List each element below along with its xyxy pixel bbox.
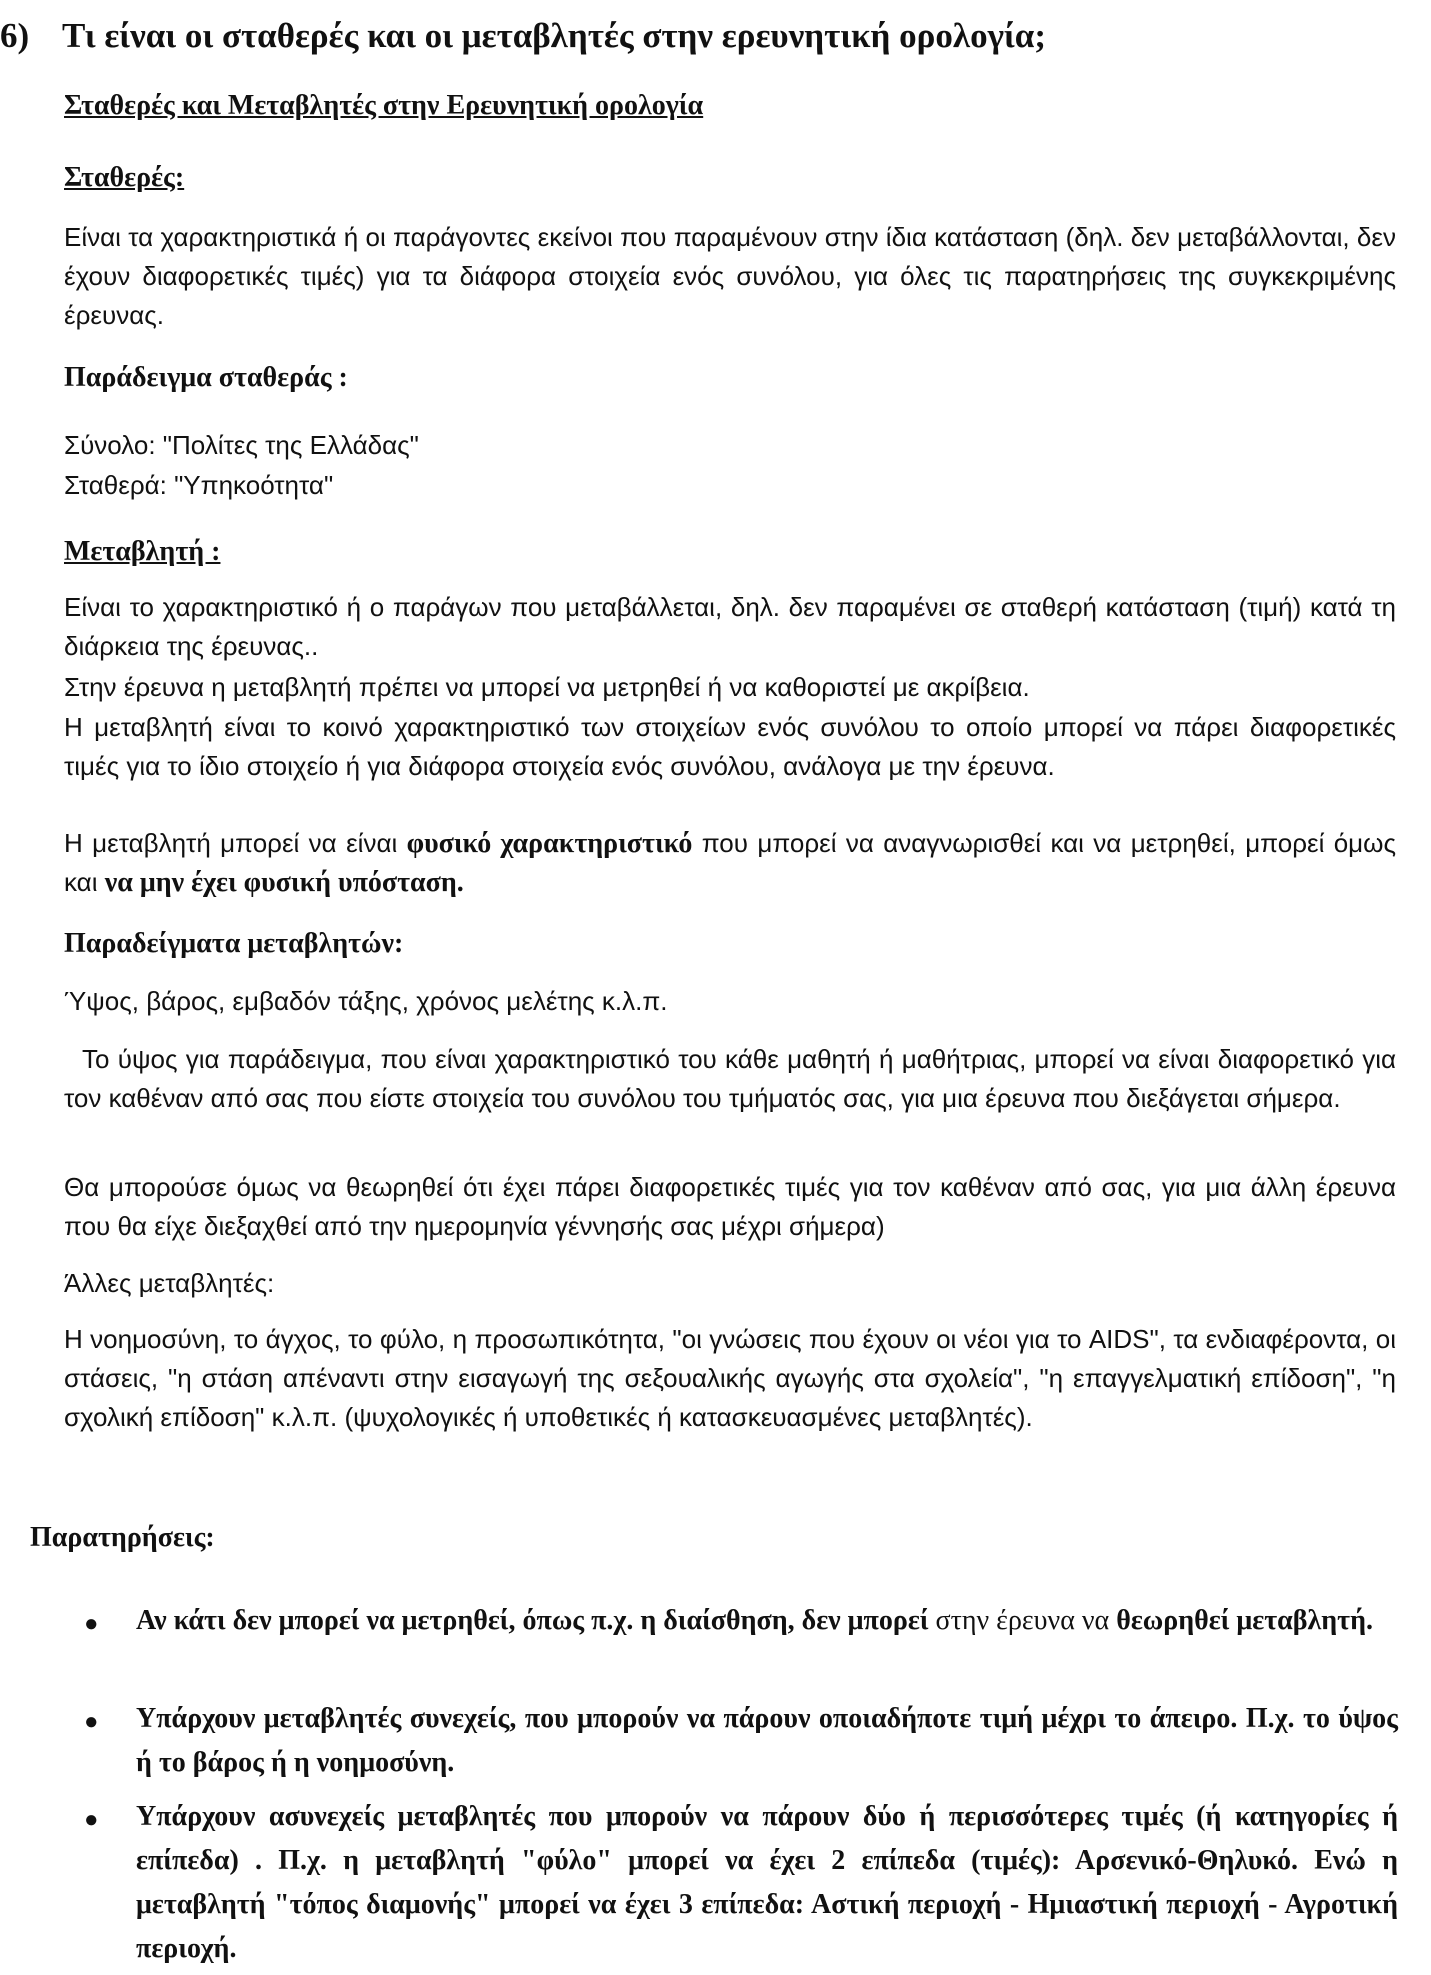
variable-paragraph-1: Είναι το χαρακτηριστικό ή ο παράγων που μεταβάλλεται, δηλ. δεν παραμένει σε σταθερή κατάσταση (τιμή) κατά τη διάρκεια της έρευνας.. xyxy=(64,592,1396,661)
variable-examples-label: Παραδείγματα μεταβλητών: xyxy=(64,928,404,959)
variable-examples-list: Ύψος, βάρος, εμβαδόν τάξης, χρόνος μελέτης κ.λ.π. xyxy=(64,986,668,1016)
constant-example-set: Σύνολο: "Πολίτες της Ελλάδας" xyxy=(64,430,419,460)
bullet-icon: ● xyxy=(84,1807,99,1833)
variable-label: Μεταβλητή : xyxy=(64,536,221,567)
constant-example-constant: Σταθερά: "Υπηκοότητα" xyxy=(64,470,334,500)
question-number: 6) xyxy=(0,16,30,55)
variable-p4-mid: που μπορεί να αναγνωρισθεί και να μετρηθεί, μπορεί όμως και xyxy=(64,828,1396,897)
constants-label: Σταθερές: xyxy=(64,162,185,193)
note-1-bold-a: Αν κάτι δεν μπορεί να μετρηθεί, όπως π.χ. η διαίσθηση, δεν μπορεί xyxy=(136,1605,936,1636)
bullet-icon: ● xyxy=(84,1611,99,1637)
notes-label: Παρατηρήσεις: xyxy=(30,1522,215,1553)
variable-p4-bold-2: να μην έχει φυσική υπόσταση. xyxy=(104,867,464,898)
examples-parenthetical-2: Θα μπορούσε όμως να θεωρηθεί ότι έχει πάρει διαφορετικές τιμές για τον καθέναν από σας, για μια άλλη έρευνα που θα είχε διεξαχθεί από την ημερομηνία γέννησής σας μέχρι σήμερα) xyxy=(64,1172,1396,1241)
note-item-2: Υπάρχουν μεταβλητές συνεχείς, που μπορούν να πάρουν οποιαδήποτε τιμή μέχρι το άπειρο. Π.χ. το ύψος ή το βάρος ή η νοημοσύνη. xyxy=(136,1703,1398,1778)
note-item-1 xyxy=(136,1599,1398,1643)
variable-p4-bold-1: φυσικό χαρακτηριστικό xyxy=(406,828,693,859)
constant-example-label: Παράδειγμα σταθεράς : xyxy=(64,362,348,393)
other-variables-label: Άλλες μεταβλητές: xyxy=(64,1268,275,1298)
note-item-3: Υπάρχουν ασυνεχείς μεταβλητές που μπορούν να πάρουν δύο ή περισσότερες τιμές (ή κατηγορίες ή επίπεδα) . Π.χ. η μεταβλητή "φύλο" μπορεί να έχει 2 επίπεδα (τιμές): Αρσενικό-Θηλυκό. Ενώ η μεταβλητή "τόπος διαμονής" μπορεί να έχει 3 επίπεδα: Αστική περιοχή - Ημιαστική περιοχή - Αγροτική περιοχή. xyxy=(136,1801,1398,1964)
variable-p4-start: Η μεταβλητή μπορεί να είναι xyxy=(64,828,407,858)
other-variables-text: Η νοημοσύνη, το άγχος, το φύλο, η προσωπικότητα, "οι γνώσεις που έχουν οι νέοι για το AIDS", τα ενδιαφέροντα, οι στάσεις, "η στάση απέναντι στην εισαγωγή της σεξουαλικής αγωγής στα σχολεία", "η επαγγελματική επίδοση", "η σχολική επίδοση" κ.λ.π. (ψυχολογικές ή υποθετικές ή κατασκευασμένες μεταβλητές). xyxy=(64,1324,1396,1432)
variable-paragraph-4 xyxy=(64,824,1396,902)
variable-paragraph-2: Στην έρευνα η μεταβλητή πρέπει να μπορεί να μετρηθεί ή να καθοριστεί με ακρίβεια. xyxy=(64,672,1030,702)
question-heading xyxy=(0,16,1046,56)
question-text: Τι είναι οι σταθερές και οι μεταβλητές στην ερευνητική ορολογία; xyxy=(62,16,1046,55)
examples-parenthetical: Το ύψος για παράδειγμα, που είναι χαρακτηριστικό του κάθε μαθητή ή μαθήτριας, μπορεί να είναι διαφορετικό για τον καθέναν από σας που είστε στοιχεία του συνόλου του τμήματός σας, για μια έρευνα που διεξάγεται σήμερα. xyxy=(64,1044,1396,1113)
variable-paragraph-3: Η μεταβλητή είναι το κοινό χαρακτηριστικό των στοιχείων ενός συνόλου το οποίο μπορεί να πάρει διαφορετικές τιμές για το ίδιο στοιχείο ή για διάφορα στοιχεία ενός συνόλου, ανάλογα με την έρευνα. xyxy=(64,712,1396,781)
bullet-icon: ● xyxy=(84,1709,99,1735)
constants-definition: Είναι τα χαρακτηριστικά ή οι παράγοντες εκείνοι που παραμένουν στην ίδια κατάσταση (δηλ. δεν μεταβάλλονται, δεν έχουν διαφορετικές τιμές) για τα διάφορα στοιχεία ενός συνόλου, για όλες τις παρατηρήσεις της συγκεκριμένης έρευνας. xyxy=(64,222,1396,330)
note-1-plain: στην έρευνα να xyxy=(935,1605,1110,1636)
note-1-bold-b: θεωρηθεί μεταβλητή. xyxy=(1109,1605,1373,1636)
section-subtitle: Σταθερές και Μεταβλητές στην Ερευνητική ορολογία xyxy=(64,90,704,121)
